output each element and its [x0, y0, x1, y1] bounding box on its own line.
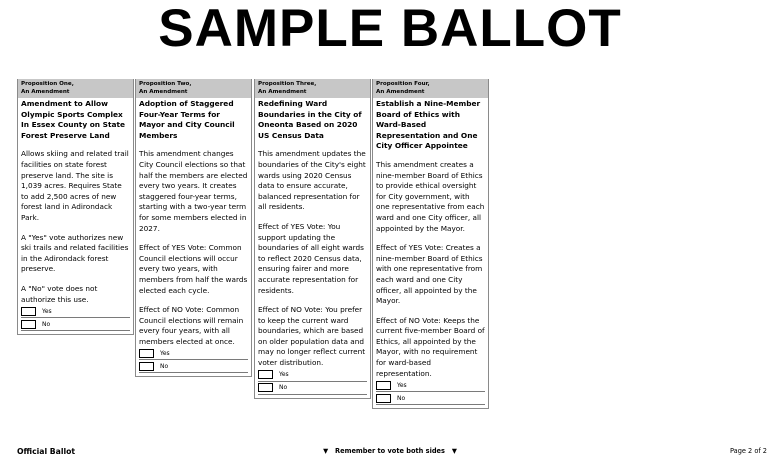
vote-option-yes[interactable]: [21, 305, 130, 318]
yes-label: Yes: [42, 307, 52, 315]
proposition-paragraph: This amendment changes City Council elections so that half the members are elected every two years. It creates staggered four-year terms, starting with a two-year term for some members elected in 2027.: [139, 149, 248, 233]
vote-option-no[interactable]: [258, 382, 367, 395]
proposition-title: Redefining Ward Boundaries in the City of Oneonta Based on 2020 US Census Data: [258, 99, 362, 140]
vote-option-no[interactable]: [376, 392, 485, 405]
proposition-paragraph: A "No" vote does not authorize this use.: [21, 283, 98, 304]
proposition-kind: An Amendment: [376, 88, 425, 95]
proposition-card-4: [372, 79, 489, 409]
vote-both-sides-text: Remember to vote both sides: [335, 447, 445, 455]
yes-checkbox[interactable]: [258, 370, 273, 379]
proposition-paragraph: Effect of YES Vote: You support updating the boundaries of all eight wards to reflect 2020 Census data, ensuring fairer and more accurate representation for residents.: [258, 221, 364, 295]
proposition-header: [255, 79, 370, 98]
no-checkbox[interactable]: [21, 320, 36, 329]
vote-option-yes[interactable]: [139, 347, 248, 360]
yes-checkbox[interactable]: [376, 381, 391, 390]
proposition-paragraph: Effect of NO Vote: Keeps the current five-member Board of Ethics, all appointed by the Mayor, with no requirement for ward-based representation.: [376, 315, 485, 378]
proposition-header: [136, 79, 251, 98]
proposition-kind: An Amendment: [21, 88, 70, 95]
proposition-number: Proposition Two,: [139, 81, 192, 87]
down-triangle-icon: ▼: [451, 447, 457, 455]
yes-label: Yes: [279, 371, 289, 379]
vote-choices: [255, 369, 370, 398]
proposition-card-2: [135, 79, 252, 377]
vote-option-no[interactable]: [21, 318, 130, 331]
page-number: Page 2 of 2: [730, 447, 767, 455]
proposition-paragraph: This amendment creates a nine-member Board of Ethics to provide ethical oversight for City government, with one representative from each ward and one City officer, all appointed by the Mayor.: [376, 159, 485, 233]
no-checkbox[interactable]: [376, 394, 391, 403]
no-label: No: [397, 394, 406, 402]
yes-label: Yes: [397, 381, 407, 389]
proposition-description: [373, 152, 488, 379]
proposition-paragraph: A "Yes" vote authorizes new ski trails and related facilities in the Adirondack forest preserve.: [21, 232, 129, 274]
proposition-header: [373, 79, 488, 98]
proposition-paragraph: Effect of NO Vote: You prefer to keep the current ward boundaries, which are based on older population data and may no longer reflect current voter distribution.: [258, 305, 366, 368]
vote-option-yes[interactable]: [376, 379, 485, 392]
no-checkbox[interactable]: [258, 383, 273, 392]
proposition-number: Proposition Four,: [376, 81, 430, 87]
proposition-paragraph: Effect of YES Vote: Common Council elections will occur every two years, with members from half the wards elected each cycle.: [139, 243, 248, 295]
proposition-kind: An Amendment: [258, 88, 307, 95]
proposition-paragraph: Allows skiing and related trail facilities on state forest preserve land. The site is 1,039 acres. Requires State to add 2,500 acres of new forest land in Adirondack Park.: [21, 149, 129, 222]
proposition-kind: An Amendment: [139, 88, 188, 95]
proposition-card-1: [17, 79, 134, 335]
proposition-description: [136, 141, 251, 347]
vote-choices: [373, 379, 488, 408]
proposition-header: [18, 79, 133, 98]
vote-choices: [18, 305, 133, 334]
proposition-title: Establish a Nine-Member Board of Ethics with Ward-Based Representation and One City Officer Appointee: [376, 99, 481, 151]
proposition-title: Amendment to Allow Olympic Sports Complex In Essex County on State Forest Preserve Land: [21, 99, 126, 140]
proposition-paragraph: Effect of YES Vote: Creates a nine-member Board of Ethics with one representative from each ward and one City officer, all appointed by the Mayor.: [376, 243, 483, 306]
proposition-number: Proposition Three,: [258, 81, 317, 87]
no-label: No: [42, 320, 51, 328]
vote-both-sides-notice: [0, 447, 780, 459]
yes-label: Yes: [160, 349, 170, 357]
official-ballot-label: Official Ballot: [17, 447, 76, 456]
no-checkbox[interactable]: [139, 362, 154, 371]
proposition-paragraph: Effect of NO Vote: Common Council elections will remain every four years, with all members elected at once.: [139, 305, 244, 346]
proposition-number: Proposition One,: [21, 81, 74, 87]
proposition-paragraph: This amendment updates the boundaries of the City's eight wards using 2020 Census data to ensure accurate, balanced representation for all residents.: [258, 149, 366, 212]
proposition-title: Adoption of Staggered Four-Year Terms for Mayor and City Council Members: [139, 99, 235, 140]
vote-choices: [136, 347, 251, 376]
no-label: No: [279, 384, 288, 392]
proposition-description: [255, 141, 370, 368]
yes-checkbox[interactable]: [139, 349, 154, 358]
vote-option-yes[interactable]: [258, 369, 367, 382]
proposition-card-3: [254, 79, 371, 399]
ballot-title: SAMPLE BALLOT: [158, 0, 622, 58]
proposition-description: [18, 141, 133, 305]
down-triangle-icon: ▼: [323, 447, 329, 455]
no-label: No: [160, 362, 169, 370]
vote-option-no[interactable]: [139, 360, 248, 373]
yes-checkbox[interactable]: [21, 307, 36, 316]
